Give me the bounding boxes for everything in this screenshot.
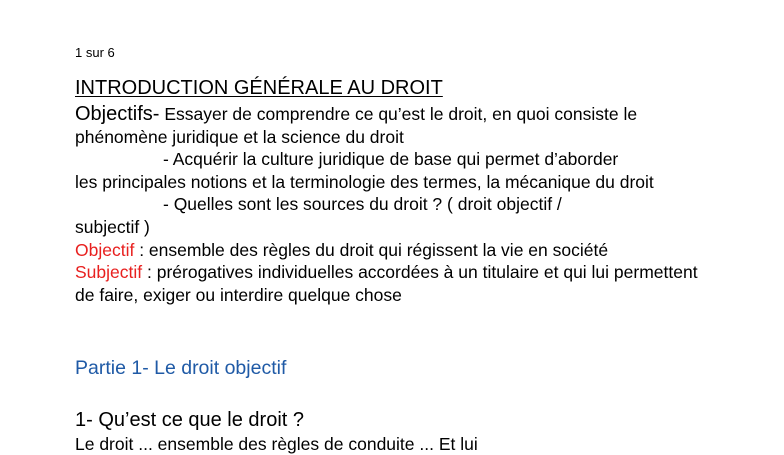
section-title: 1- Qu’est ce que le droit ? xyxy=(75,409,305,431)
cut-off-text-line: Le droit ... ensemble des règles de conduite ... Et lui xyxy=(75,434,478,454)
page-number: 1 sur 6 xyxy=(75,45,115,60)
definition-objectif xyxy=(75,239,715,262)
part-title: Partie 1- Le droit objectif xyxy=(75,357,287,379)
definition-term-subjectif: Subjectif xyxy=(75,262,143,283)
objectives-line-1: Essayer de comprendre ce qu’est le droit, en quoi consiste le phénomène juridique et la science du droit xyxy=(75,104,638,147)
objective-item-2: - Acquérir la culture juridique de base qui permet d’aborder xyxy=(163,149,619,170)
objective-item-3: - Quelles sont les sources du droit ? ( droit objectif / xyxy=(163,194,562,215)
definition-term-objectif: Objectif xyxy=(75,239,135,260)
document-title: INTRODUCTION GÉNÉRALE AU DROIT xyxy=(75,77,443,99)
definition-subjectif xyxy=(75,261,715,306)
objectives-block xyxy=(75,103,715,306)
objectives-paragraph xyxy=(75,103,715,148)
objectives-label: Objectifs- xyxy=(75,103,160,125)
definition-text-objectif: : ensemble des règles du droit qui régissent la vie en société xyxy=(134,239,609,260)
objective-item-3-continuation: subjectif ) xyxy=(75,216,150,237)
objective-item-2-continuation: les principales notions et la terminologie des termes, la mécanique du droit xyxy=(75,171,654,192)
definition-text-subjectif: : prérogatives individuelles accordées à un titulaire et qui lui permettent de faire, exiger ou interdire quelque chose xyxy=(75,262,698,305)
